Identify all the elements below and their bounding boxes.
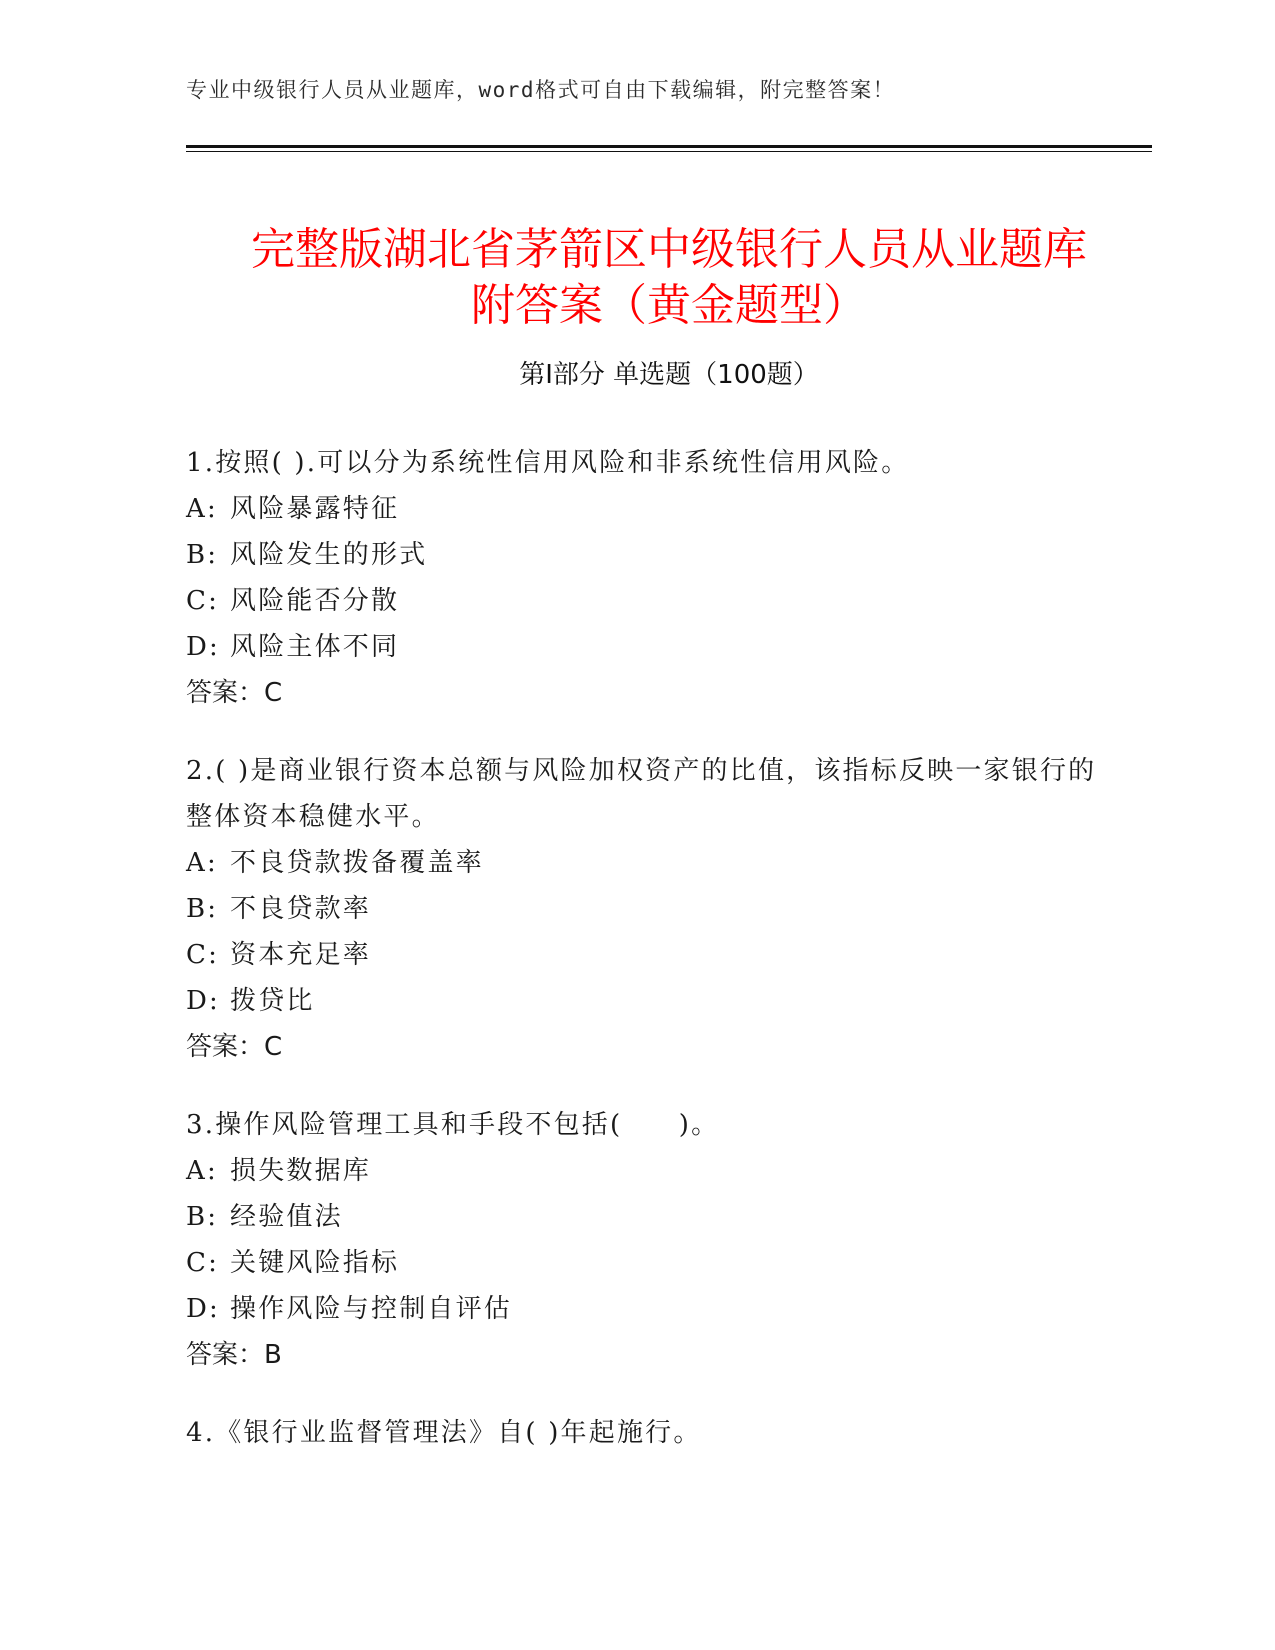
option-text: 关键风险指标 (230, 1248, 400, 1278)
document-title (186, 222, 1152, 334)
option-c (186, 578, 1106, 624)
option-letter: B: (186, 894, 219, 924)
question-stem: 1.按照( ).可以分为系统性信用风险和非系统性信用风险。 (186, 448, 910, 478)
option-a (186, 840, 1106, 886)
option-d (186, 1286, 1106, 1332)
option-text: 资本充足率 (230, 940, 372, 970)
option-letter: D: (186, 986, 221, 1016)
option-text: 不良贷款率 (230, 894, 372, 924)
option-letter: A: (186, 1156, 218, 1186)
option-text: 损失数据库 (230, 1156, 372, 1186)
option-letter: B: (186, 1202, 219, 1232)
option-text: 风险发生的形式 (230, 540, 428, 570)
option-b (186, 532, 1106, 578)
question-1 (186, 440, 1106, 716)
question-list (186, 440, 1106, 1488)
answer: 答案：C (186, 1032, 283, 1062)
option-text: 经验值法 (230, 1202, 343, 1232)
option-letter: A: (186, 848, 218, 878)
option-text: 风险暴露特征 (230, 494, 400, 524)
option-text: 操作风险与控制自评估 (230, 1294, 513, 1324)
section-heading: 第Ⅰ部分 单选题（100题） (519, 360, 819, 390)
question-4 (186, 1410, 1106, 1456)
option-b (186, 886, 1106, 932)
option-letter: C: (186, 586, 220, 616)
option-b (186, 1194, 1106, 1240)
option-a (186, 1148, 1106, 1194)
document-title-line-2: 附答案（黄金题型） (471, 280, 867, 332)
question-stem: 3.操作风险管理工具和手段不包括( )。 (186, 1110, 720, 1140)
option-text: 拨贷比 (230, 986, 315, 1016)
document-title-line-1: 完整版湖北省茅箭区中级银行人员从业题库 (251, 224, 1087, 276)
page-header: 专业中级银行人员从业题库，word格式可自由下载编辑，附完整答案！ (186, 78, 896, 102)
question-3 (186, 1102, 1106, 1378)
header-rule-thick (186, 145, 1152, 148)
option-c (186, 1240, 1106, 1286)
option-text: 不良贷款拨备覆盖率 (230, 848, 484, 878)
answer: 答案：C (186, 678, 283, 708)
option-d (186, 978, 1106, 1024)
option-a (186, 486, 1106, 532)
option-c (186, 932, 1106, 978)
question-stem: 4.《银行业监督管理法》自( )年起施行。 (186, 1418, 702, 1448)
option-letter: C: (186, 1248, 220, 1278)
option-d (186, 624, 1106, 670)
option-letter: B: (186, 540, 219, 570)
option-letter: C: (186, 940, 220, 970)
option-letter: D: (186, 632, 221, 662)
option-letter: A: (186, 494, 218, 524)
option-letter: D: (186, 1294, 221, 1324)
question-stem: 2.( )是商业银行资本总额与风险加权资产的比值，该指标反映一家银行的整体资本稳健水平。 (186, 756, 1097, 832)
answer: 答案：B (186, 1340, 282, 1370)
option-text: 风险能否分散 (230, 586, 400, 616)
header-rule-thin (186, 151, 1152, 152)
question-2 (186, 748, 1106, 1070)
option-text: 风险主体不同 (230, 632, 400, 662)
